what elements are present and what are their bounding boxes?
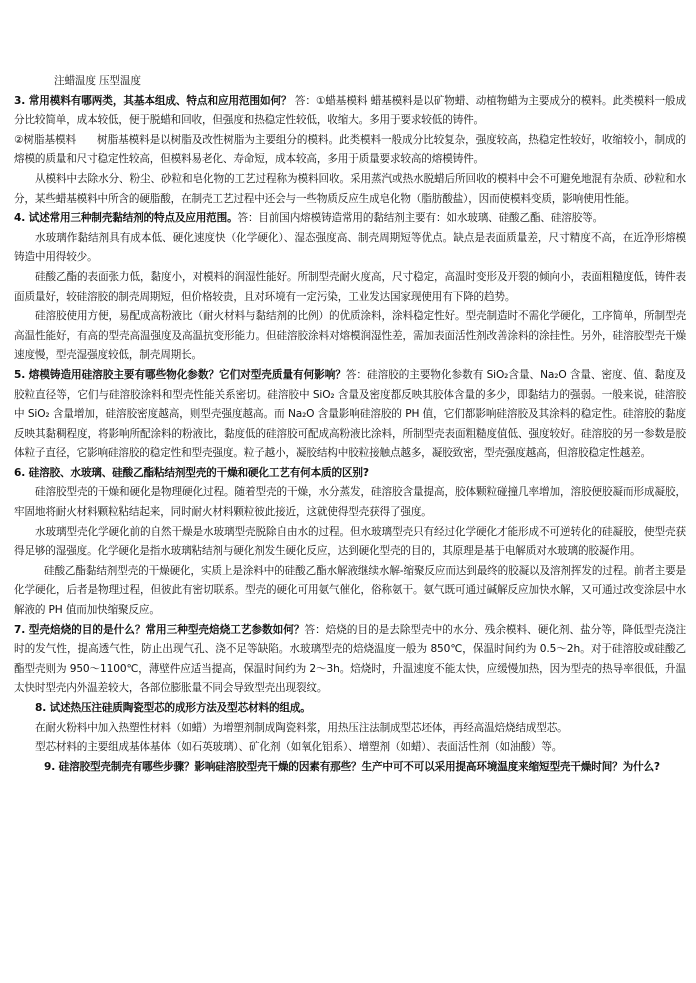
paragraph-wax-recovery: 从模料中去除水分、粉尘、砂粒和皂化物的工艺过程称为模料回收。采用蒸汽或热水脱蜡后所回收的模料中会不可避免地混有杂质、砂粒和水分，某些蜡基模料中所含的硬脂酸，在制壳工艺过程中还会与一些物质反应生成皂化物（脂肪酸盐），因而使模料变质，影响使用性能。 (14, 172, 686, 205)
answer-7: 答：焙烧的目的是去除型壳中的水分、残余模料、硬化剂、盐分等，降低型壳浇注时的发气性，提高透气性，防止出现气孔、浇不足等缺陷。水玻璃型壳的焙烧温度一般为 850℃，保温时间约为 0.5～2h。对于硅溶胶或硅酸乙酯型壳则为 950～1100℃，薄壁件应适当提高，保温时间约为 2～3h。焙烧时，升温速度不能太快，应缓慢加热，因为型壳的热导率很低，升温太快时型壳内外温差较大，各部位膨胀量不同会导致型壳出现裂纹。 (14, 623, 686, 695)
question-5 (14, 366, 686, 464)
question-7 (14, 621, 686, 699)
question-8-title: 8. 试述热压注硅质陶瓷型芯的成形方法及型芯材料的组成。 (35, 702, 311, 714)
question-3-title: 3. 常用模料有哪两类，其基本组成、特点和应用范围如何？ (14, 94, 292, 107)
answer-3: 答：①蜡基模料 蜡基模料是以矿物蜡、动植物蜡为主要成分的模料。此类模料一般成分比较简单，成本较低，便于脱蜡和回收，但强度和热稳定性较低，收缩大。多用于要求较低的铸件。 (14, 94, 686, 127)
paragraph-ethyl-silicate-drying: 硅酸乙酯黏结剂型壳的干燥硬化，实质上是涂料中的硅酸乙酯水解液继续水解-缩聚反应而达到最终的胶凝以及溶剂挥发的过程。前者主要是化学硬化，后者是物理过程，但彼此有密切联系。型壳的硬化可用氨气催化，俗称氨干。氨气既可通过碱解反应加快水解，又可通过改变涂层中水解液的 PH 值而加快缩聚反应。 (14, 564, 686, 617)
answer-4: 答：目前国内熔模铸造常用的黏结剂主要有：如水玻璃、硅酸乙酯、硅溶胶等。 (237, 212, 604, 225)
question-5-title: 5. 熔模铸造用硅溶胶主要有哪些物化参数？它们对型壳质量有何影响？ (14, 368, 346, 381)
paragraph-wax-temperature: 注蜡温度 压型温度 (54, 75, 141, 87)
question-4 (14, 209, 686, 229)
question-7-title: 7. 型壳焙烧的目的是什么？常用三种型壳焙烧工艺参数如何？ (14, 623, 305, 636)
document-page (14, 72, 686, 777)
answer-5: 答：硅溶胶的主要物化参数有 SiO₂含量、Na₂O 含量、密度、值、黏度及胶粒直径等，它们与硅溶胶涂料和型壳性能关系密切。硅溶胶中 SiO₂ 含量及密度都反映其胶体含量的多少，即黏结力的强弱。一般来说，硅溶胶中 SiO₂ 含量增加，硅溶胶密度越高，则型壳强度越高。而 Na₂O 含量影响硅溶胶的 PH 值，它们都影响硅溶胶及其涂料的稳定性。硅溶胶的黏度反映其黏稠程度，将影响所配涂料的粉液比，黏度低的硅溶胶可配成高粉液比涂料，所制型壳表面粗糙度值低、强度较好。硅溶胶的另一参数是胶体粒子直径，它影响硅溶胶的稳定性和型壳强度。粒子越小，凝胶结构中胶粒接触点越多，凝胶致密，型壳强度越高，但溶胶稳定性越差。 (14, 368, 686, 460)
question-4-title: 4. 试述常用三种制壳黏结剂的特点及应用范围。 (14, 212, 238, 225)
paragraph-resin-wax: ②树脂基模料 树脂基模料是以树脂及改性树脂为主要组分的模料。此类模料一般成分比较复杂，强度较高，热稳定性较好，收缩较小，制成的熔模的质量和尺寸稳定性较高，但模料易老化、寿命短，成本较高，多用于质量要求较高的熔模铸件。 (14, 133, 686, 166)
paragraph-silica-sol-drying: 硅溶胶型壳的干燥和硬化是物理硬化过程。随着型壳的干燥，水分蒸发，硅溶胶含量提高，胶体颗粒碰撞几率增加，溶胶便胶凝而形成凝胶，牢固地将耐火材料颗粒粘结起来，同时耐火材料颗粒彼此接近，这就使得型壳获得了强度。 (14, 486, 686, 519)
paragraph-silica-sol: 硅溶胶使用方便，易配成高粉液比（耐火材料与黏结剂的比例）的优质涂料，涂料稳定性好。型壳制造时不需化学硬化，工序简单，所制型壳高温性能好，有高的型壳高温强度及高温抗变形能力。但硅溶胶涂料对熔模润湿性差，需加表面活性剂改善涂料的涂挂性。另外，硅溶胶型壳干燥速度慢，型壳湿强度较低，制壳周期长。 (14, 310, 686, 362)
paragraph-water-glass-drying: 水玻璃型壳化学硬化前的自然干燥是水玻璃型壳脱除自由水的过程。但水玻璃型壳只有经过化学硬化才能形成不可逆转化的硅凝胶，使型壳获得足够的湿强度。化学硬化是指水玻璃粘结剂与硬化剂发生硬化反应，达到硬化型壳的目的，其原理是基于电解质对水玻璃的胶凝作用。 (14, 525, 686, 558)
paragraph-water-glass: 水玻璃作黏结剂具有成本低、硬化速度快（化学硬化）、湿态强度高、制壳周期短等优点。缺点是表面质量差，尺寸精度不高，在近净形熔模铸造中用得较少。 (14, 231, 686, 264)
question-3 (14, 92, 686, 131)
paragraph-core-forming: 在耐火粉料中加入热塑性材料（如蜡）为增塑剂制成陶瓷料浆，用热压注法制成型芯坯体，再经高温焙烧结成型芯。 (35, 721, 568, 734)
question-9-title: 9. 硅溶胶型壳制壳有哪些步骤？影响硅溶胶型壳干燥的因素有那些？生产中可不可以采用提高环境温度来缩短型壳干燥时间？为什么? (44, 760, 660, 773)
paragraph-ethyl-silicate: 硅酸乙酯的表面张力低，黏度小，对模料的润湿性能好。所制型壳耐火度高，尺寸稳定，高温时变形及开裂的倾向小，表面粗糙度低，铸件表面质量好，较硅溶胶的制壳周期短，但价格较贵，且对环境有一定污染，工业发达国家现使用有下降的趋势。 (14, 270, 686, 303)
question-6-title: 6. 硅溶胶、水玻璃、硅酸乙酯粘结剂型壳的干燥和硬化工艺有何本质的区别? (14, 466, 369, 479)
paragraph-core-materials: 型芯材料的主要组成基体基体（如石英玻璃）、矿化剂（如氧化铝系）、增塑剂（如蜡）、表面活性剂（如油酸）等。 (35, 741, 563, 754)
